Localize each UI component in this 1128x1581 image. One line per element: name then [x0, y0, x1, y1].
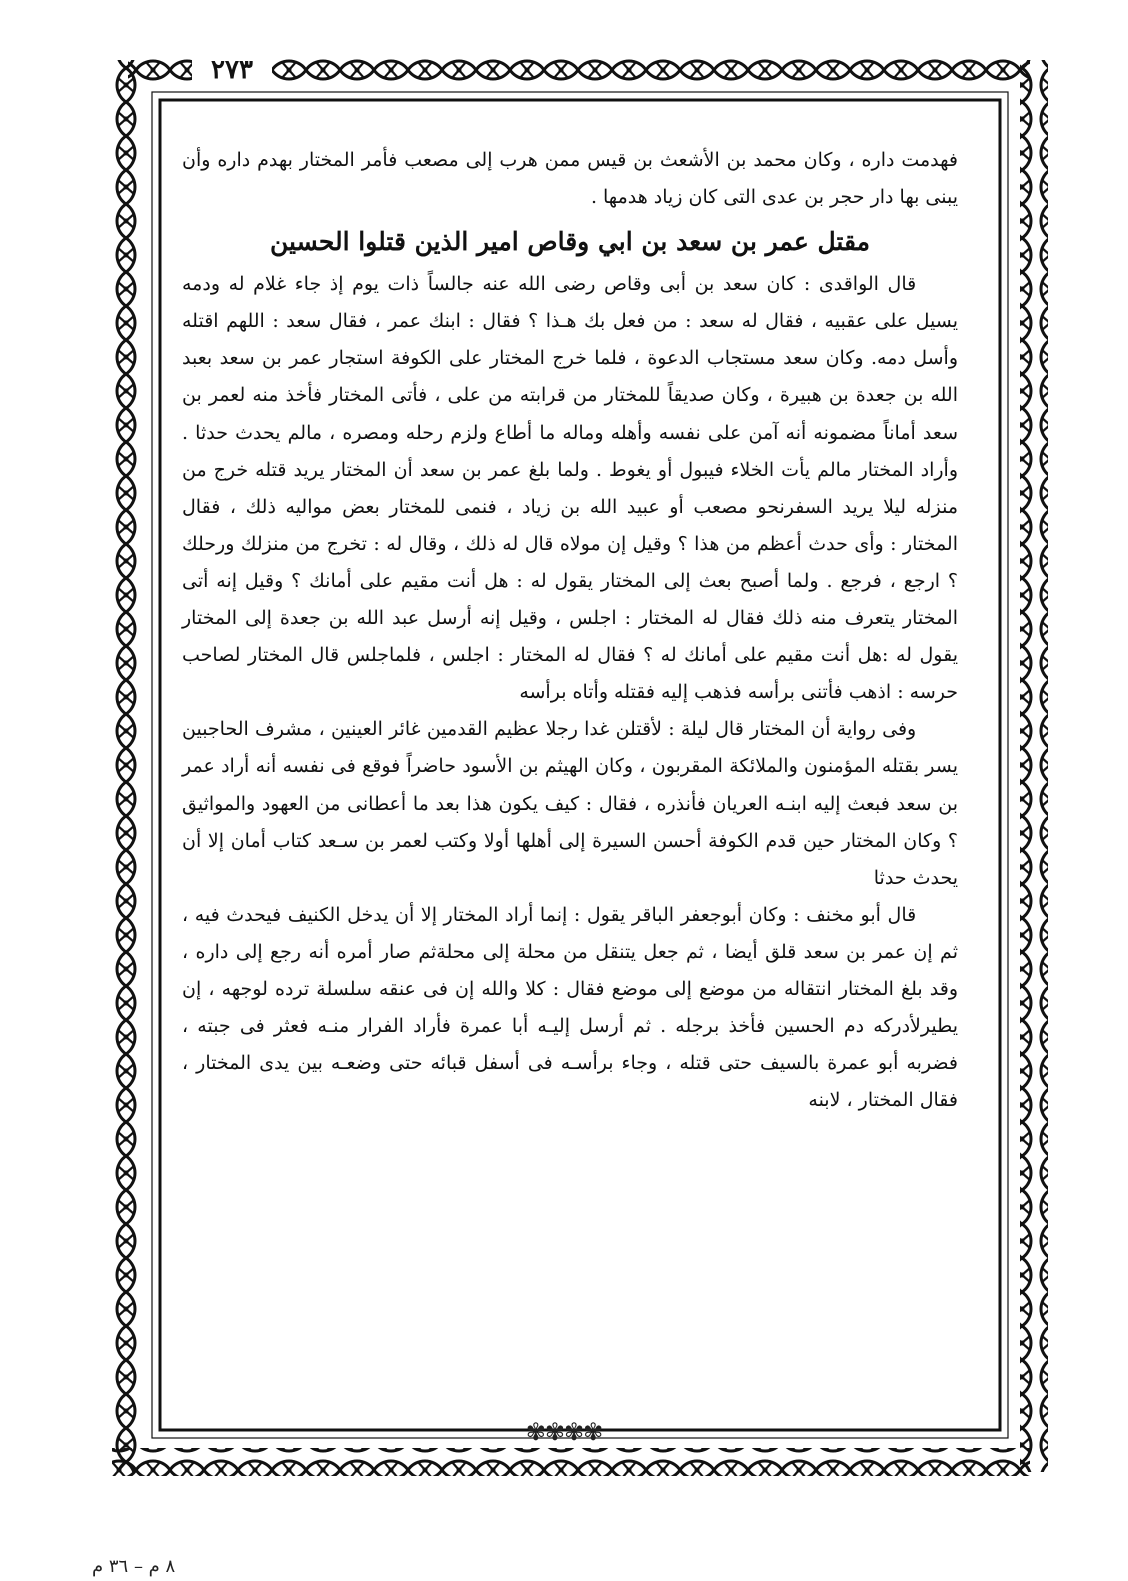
paragraph: قال أبو مخنف : وكان أبوجعفر الباقر يقول : إنما أراد المختار إلا أن يدخل الكنيف فيحدث فيه ، ثم إن عمر بن سعد قلق أيضا ، ثم جعل يتنقل من محلة إلى محلةثم صار أمره أنه رجع إلى داره ، وقد بلغ المختار انتقاله من موضع إلى موضع فقال : كلا والله إن فى عنقه سلسلة ترده لوجهه ، إن يطيرلأدركه دم الحسين فأخذ برجله . ثم أرسل إليـه أبا عمرة فأراد الفرار منـه فعثر فى جبته ، فضربه أبو عمرة بالسيف حتى قتله ، وجاء برأسـه فى أسفل قبائه حتى وضعـه بين يدى المختار ، فقال المختار ، لابنه	[182, 903, 958, 1112]
page-number: ٢٧٣	[192, 52, 272, 88]
printer-signature-mark: ٨ م – ٣٦ م	[92, 1556, 176, 1577]
opening-paragraph: فهدمت داره ، وكان محمد بن الأشعث بن قيس ممن هرب إلى مصعب فأمر المختار بهدم داره وأن يبنى بها دار حجر بن عدى التى كان زياد هدمها .	[182, 149, 958, 209]
main-text	[182, 142, 958, 1119]
section-heading: مقتل عمر بن سعد بن ابي وقاص امير الذين قتلوا الحسين	[270, 227, 870, 257]
paragraph: قال الواقدى : كان سعد بن أبى وقاص رضى الله عنه جالساً ذات يوم إذ جاء غلام له ودمه يسيل على عقبيه ، فقال له سعد : من فعل بك هـذا ؟ فقال : ابنك عمر ، فقال سعد : اللهم اقتله وأسل دمه. وكان سعد مستجاب الدعوة ، فلما خرج المختار على الكوفة استجار عمر بن سعد بعبد الله بن جعدة بن هبيرة ، وكان صديقاً للمختار من قرابته من على ، فأتى المختار فأخذ منه لعمر بن سعد أماناً مضمونه أنه آمن على نفسه وأهله وماله ما أطاع ولزم رحله ومصره ، مالم يحدث حدثا . وأراد المختار مالم يأت الخلاء فيبول أو يغوط . ولما بلغ عمر بن سعد أن المختار يريد قتله خرج من منزله ليلا يريد السفرنحو مصعب أو عبيد الله بن زياد ، فنمى للمختار بعض مواليه ذلك ، فقال المختار : وأى حدث أعظم من هذا ؟ وقيل إن مولاه قال له ذلك ، وقال له : تخرج من منزلك ورحلك ؟ ارجع ، فرجع . ولما أصبح بعث إلى المختار يقول له : هل أنت مقيم على أمانك ؟ وقيل إنه أتى المختار يتعرف منه ذلك فقال له المختار : اجلس ، وقيل إنه أرسل عبد الله بن جعدة إلى المختار يقول له :هل أنت مقيم على أمانك له ؟ فقال له المختار : اجلس ، فلماجلس قال المختار لصاحب حرسه : اذهب فأتنى برأسه فذهب إليه فقتله وأتاه برأسه	[182, 273, 959, 704]
paragraph: وفى رواية أن المختار قال ليلة : لأقتلن غدا رجلا عظيم القدمين غائر العينين ، مشرف الحاجبين يسر بقتله المؤمنون والملائكة المقربون ، وكان الهيثم بن الأسود حاضراً فوقع فى نفسه أنه أراد عمر بن سعد فبعث إليه ابنـه العريان فأنذره ، فقال : كيف يكون هذا بعد ما أعطانى من العهود والمواثيق ؟ وكان المختار حين قدم الكوفة أحسن السيرة إلى أهلها أولا وكتب لعمر بن سـعد كتاب أمان إلا أن يحدث حدثا	[182, 718, 958, 889]
ornament-icon: ✾✾✾✾	[525, 1418, 603, 1446]
